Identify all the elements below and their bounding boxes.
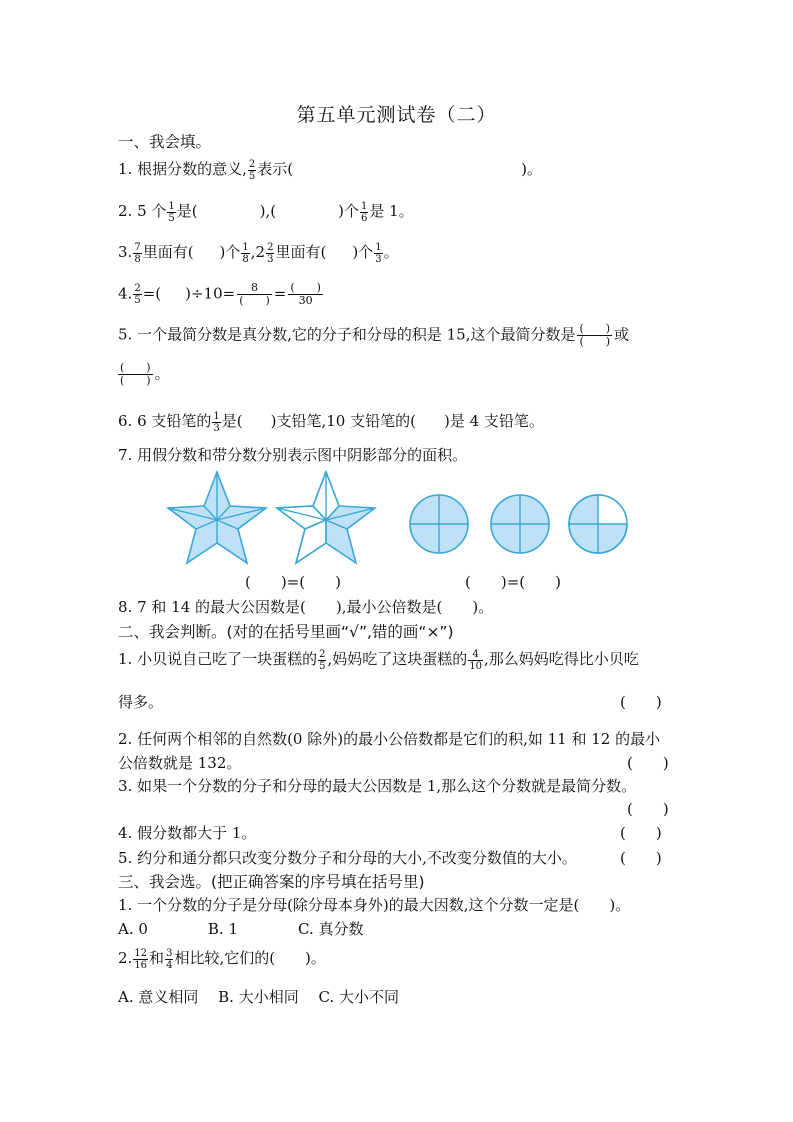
star-figure-2 bbox=[277, 472, 375, 563]
question-1-3: 3. $\frac{7}{8}$ 里面有( )个 $\frac{1}{8}$ ,2 $\frac{2}{3}$ 里面有( )个 $\frac{1}{3}$ 。 bbox=[118, 241, 399, 265]
question-1-7: 7. 用假分数和带分数分别表示图中阴影部分的面积。 bbox=[118, 446, 468, 464]
question-1-8: 8. 7 和 14 的最大公因数是( ),最小公倍数是( )。 bbox=[118, 598, 494, 616]
question-1-2: 2. 5 个 $\frac{1}{5}$ 是( ),( )个 $\frac{1}{6}$ 是 1。 bbox=[118, 200, 414, 224]
question-2-5: 5. 约分和通分都只改变分数分子和分母的大小,不改变分数值的大小。 bbox=[118, 849, 577, 867]
star-figure-1 bbox=[168, 472, 266, 563]
judge-paren-3[interactable]: ( ) bbox=[627, 800, 669, 818]
question-3-2: 2. $\frac{12}{16}$ 和 $\frac{3}{4}$ 相比较,它们的( )。 bbox=[118, 947, 326, 971]
question-1-6: 6. 6 支铅笔的 $\frac{1}{3}$ 是( )支铅笔,10 支铅笔的( )是 4 支铅笔。 bbox=[118, 410, 544, 434]
question-1-5: 5. 一个最简分数是真分数,它的分子和分母的积是 15,这个最简分数是 $\frac{( )}{( )}$ 或 bbox=[118, 322, 630, 348]
question-2-3: 3. 如果一个分数的分子和分母的最大公因数是 1,那么这个分数就是最简分数。 bbox=[118, 777, 637, 795]
answer-blank-circles[interactable]: ( )=( ) bbox=[465, 573, 561, 591]
circle-figure-2 bbox=[491, 495, 549, 553]
question-3-2-options: A. 意义相同 B. 大小相同 C. 大小不同 bbox=[118, 988, 399, 1006]
question-1-5-cont: $\frac{( )}{( )}$ 。 bbox=[120, 361, 170, 387]
question-2-2-cont: 公倍数就是 132。 bbox=[118, 754, 242, 772]
question-3-1: 1. 一个分数的分子是分母(除分母本身外)的最大因数,这个分数一定是( )。 bbox=[118, 896, 631, 914]
circle-figure-1 bbox=[410, 495, 468, 553]
circle-figure-3 bbox=[569, 495, 627, 553]
question-1-4: 4. $\frac{2}{5}$ =( )÷10= $\frac{8}{( )}$ = $\frac{( )}{30}$ bbox=[118, 281, 321, 307]
page-title: 第五单元测试卷（二） bbox=[296, 104, 497, 126]
answer-blank-stars[interactable]: ( )=( ) bbox=[245, 573, 341, 591]
section-3-heading: 三、我会选。(把正确答案的序号填在括号里) bbox=[118, 873, 425, 891]
fraction: $\frac{2}{5}$ bbox=[248, 158, 256, 182]
section-1-heading: 一、我会填。 bbox=[118, 133, 212, 151]
question-2-4: 4. 假分数都大于 1。 bbox=[118, 824, 257, 842]
question-1-1: 1. 根据分数的意义, $\frac{2}{5}$ 表示( )。 bbox=[118, 158, 542, 182]
question-3-1-options: A. 0 B. 1 C. 真分数 bbox=[118, 920, 364, 938]
judge-paren-4[interactable]: ( ) bbox=[620, 824, 662, 842]
judge-paren-1[interactable]: ( ) bbox=[620, 693, 662, 711]
question-2-1-cont: 得多。 bbox=[118, 693, 164, 711]
figures bbox=[160, 470, 640, 566]
question-2-1: 1. 小贝说自己吃了一块蛋糕的 $\frac{2}{5}$ ,妈妈吃了这块蛋糕的 $\frac{4}{10}$ ,那么妈妈吃得比小贝吃 bbox=[118, 648, 639, 672]
judge-paren-5[interactable]: ( ) bbox=[620, 849, 662, 867]
question-2-2: 2. 任何两个相邻的自然数(0 除外)的最小公倍数都是它们的积,如 11 和 12 的最小 bbox=[118, 730, 661, 748]
section-2-heading: 二、我会判断。(对的在括号里画“√”,错的画“×”) bbox=[118, 623, 454, 641]
judge-paren-2[interactable]: ( ) bbox=[627, 754, 669, 772]
